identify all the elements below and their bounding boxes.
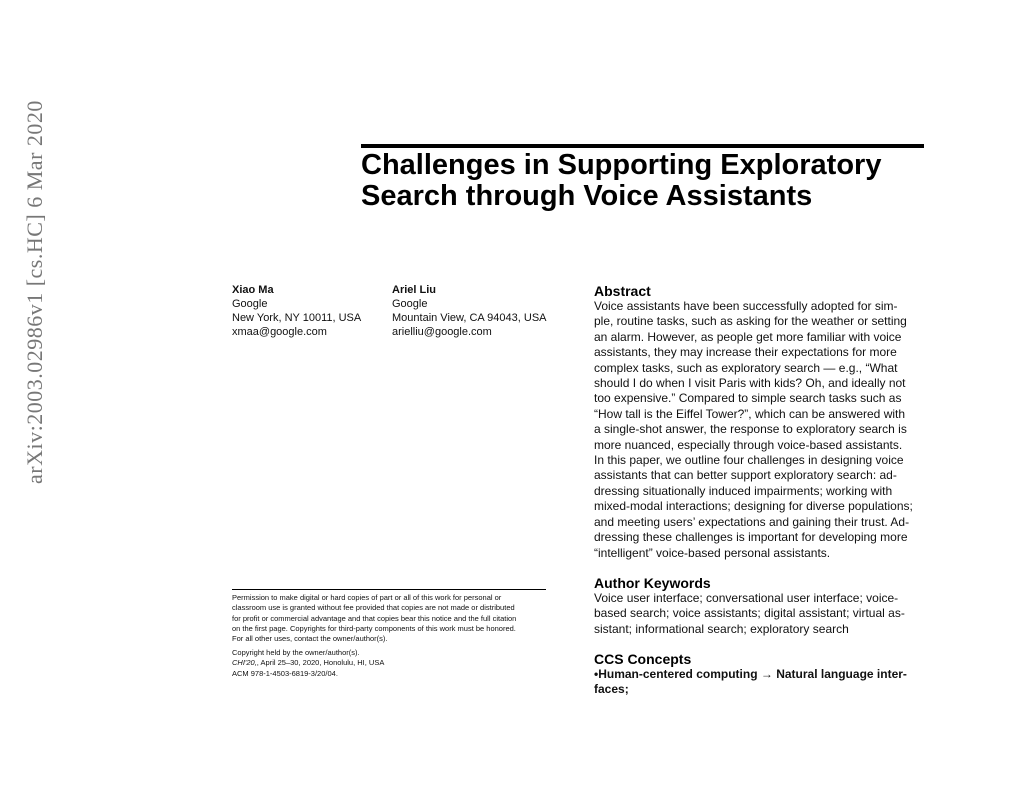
author-affiliation: Google — [232, 298, 268, 310]
abstract-line: assistants, they may increase their expectations for more — [594, 345, 897, 360]
ccs-line: faces; — [594, 682, 629, 697]
author-block-2 — [392, 283, 547, 339]
abstract-line: Voice assistants have been successfully adopted for sim- — [594, 299, 898, 313]
author-location: Mountain View, CA 94043, USA — [392, 312, 547, 324]
acm-isbn: ACM 978-1-4503-6819-3/20/04. — [232, 668, 338, 678]
abstract-section — [594, 283, 924, 561]
abstract-line: more nuanced, especially through voice-based assistants. — [594, 437, 903, 452]
copyright-block — [232, 648, 384, 679]
venue-name: CHI'20, — [232, 658, 257, 668]
title-rule — [361, 144, 924, 148]
permission-line: for profit or commercial advantage and that copies bear this notice and the full citation — [232, 613, 517, 623]
author-name: Xiao Ma — [232, 284, 274, 296]
title-line: Search through Voice Assistants — [361, 180, 813, 212]
title-line: Challenges in Supporting Exploratory — [361, 149, 882, 181]
venue-details: , April 25–30, 2020, Honolulu, HI, USA — [256, 658, 385, 668]
abstract-line: “intelligent” voice-based personal assistants. — [594, 545, 831, 560]
ccs-section — [594, 651, 924, 698]
abstract-heading: Abstract — [594, 283, 651, 299]
author-email: xmaa@google.com — [232, 326, 327, 338]
abstract-line: mixed-modal interactions; designing for diverse populations; — [594, 499, 913, 514]
abstract-body — [594, 299, 924, 561]
abstract-line: dressing situationally induced impairments; working with — [594, 483, 893, 498]
copyright-held: Copyright held by the owner/author(s). — [232, 648, 360, 657]
keywords-section — [594, 575, 924, 637]
abstract-line: too expensive.” Compared to simple search tasks such as — [594, 391, 902, 406]
abstract-line: and meeting users’ expectations and gaining their trust. Ad- — [594, 514, 910, 529]
permission-line: classroom use is granted without fee provided that copies are not made or distributed — [232, 603, 515, 613]
abstract-line: an alarm. However, as people get more familiar with voice — [594, 329, 902, 344]
abstract-line: complex tasks, such as exploratory search — e.g., “What — [594, 360, 898, 375]
author-email: arielliu@google.com — [392, 326, 492, 338]
permission-line: Permission to make digital or hard copies of part or all of this work for personal or — [232, 593, 502, 602]
keywords-body — [594, 591, 924, 637]
abstract-line: “How tall is the Eiffel Tower?”, which can be answered with — [594, 406, 906, 421]
permission-line: For all other uses, contact the owner/author(s). — [232, 634, 388, 644]
abstract-line: assistants that can better support exploratory search: ad- — [594, 468, 897, 483]
keywords-line: Voice user interface; conversational user interface; voice- — [594, 591, 899, 605]
ccs-heading: CCS Concepts — [594, 651, 692, 667]
permission-notice — [232, 593, 562, 644]
ccs-line: •Human-centered computing → Natural language inter- — [594, 667, 907, 681]
permission-line: on the first page. Copyrights for third-party components of this work must be honored. — [232, 623, 516, 633]
paper-title — [361, 150, 931, 212]
keywords-heading: Author Keywords — [594, 575, 711, 591]
abstract-line: dressing these challenges is important for developing more — [594, 530, 908, 545]
author-affiliation: Google — [392, 298, 428, 310]
abstract-line: ple, routine tasks, such as asking for the weather or setting — [594, 314, 907, 329]
permission-rule — [232, 589, 546, 590]
author-name: Ariel Liu — [392, 284, 437, 296]
keywords-line: sistant; informational search; exploratory search — [594, 621, 849, 636]
abstract-line: a single-shot answer, the response to exploratory search is — [594, 422, 907, 437]
ccs-body — [594, 667, 924, 698]
author-location: New York, NY 10011, USA — [232, 312, 362, 324]
author-block-1 — [232, 283, 361, 339]
arxiv-stamp: arXiv:2003.02986v1 [cs.HC] 6 Mar 2020 — [22, 100, 47, 484]
abstract-line: should I do when I visit Paris with kids? Oh, and ideally not — [594, 376, 906, 391]
abstract-line: In this paper, we outline four challenges in designing voice — [594, 453, 904, 468]
keywords-line: based search; voice assistants; digital assistant; virtual as- — [594, 606, 905, 621]
venue-line — [232, 658, 384, 668]
